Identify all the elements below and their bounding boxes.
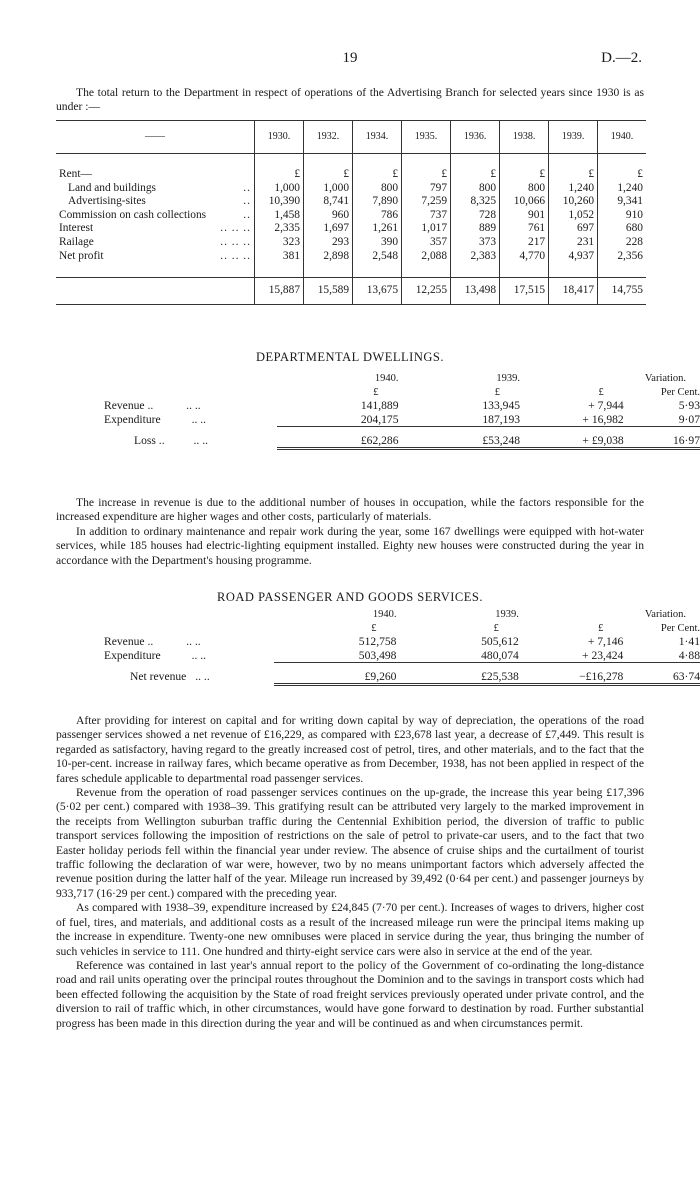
- currency-cell: £: [598, 168, 646, 182]
- row-label: [56, 182, 255, 196]
- value-cell: 4,770: [500, 250, 549, 264]
- table-row: [56, 250, 646, 264]
- dwellings-paragraph: The increase in revenue is due to the additional number of houses in occupation, while the factors responsible for the increased expenditure are higher wages and other costs, particularly of materials.: [56, 496, 644, 524]
- row-dots: .. .. ..: [220, 235, 251, 248]
- value-cell: 786: [353, 209, 402, 223]
- value-1940: £62,286: [277, 434, 399, 449]
- value-percent: 4·88: [678, 648, 700, 662]
- row-label-text: Railage: [59, 235, 94, 248]
- pound-sign: £: [493, 622, 499, 634]
- table-row: [104, 635, 700, 649]
- pound-sign: £: [598, 622, 604, 634]
- value-cell: 373: [451, 236, 500, 250]
- row-label: Expenditure: [104, 648, 161, 662]
- value-cell: 231: [549, 236, 598, 250]
- total-cell: 14,755: [598, 278, 646, 305]
- table-row: [104, 399, 700, 413]
- value-1939: 480,074: [481, 648, 519, 662]
- value-cell: 8,741: [304, 195, 353, 209]
- col-1940: 1940.: [372, 609, 397, 620]
- row-label: Revenue ..: [104, 399, 154, 412]
- row-label-text: Commission on cash collections: [59, 208, 207, 221]
- row-dots: .. ..: [191, 648, 207, 662]
- year-header: 1932.: [304, 121, 353, 154]
- row-dots: ..: [243, 181, 251, 194]
- road-services-table: [104, 608, 700, 686]
- value-1940: 204,175: [360, 412, 399, 426]
- value-1940: 503,498: [358, 648, 397, 662]
- pound-sign: £: [598, 386, 604, 398]
- currency-cell: £: [451, 168, 500, 182]
- row-label: Net revenue: [130, 670, 187, 684]
- value-cell: 2,898: [304, 250, 353, 264]
- row-dots: .. ..: [186, 399, 201, 412]
- value-cell: 2,335: [255, 222, 304, 236]
- currency-cell: £: [549, 168, 598, 182]
- value-variation: + 7,146: [587, 635, 624, 648]
- advertising-returns-table: [56, 120, 646, 305]
- value-1939: £53,248: [399, 434, 521, 449]
- table-row: [104, 649, 700, 663]
- value-cell: 697: [549, 222, 598, 236]
- value-cell: 1,052: [549, 209, 598, 223]
- rent-label: Rent—: [59, 168, 92, 180]
- value-cell: 737: [402, 209, 451, 223]
- value-cell: 390: [353, 236, 402, 250]
- road-paragraph: Revenue from the operation of road passenger services continues on the up-grade, the increase this year being £17,396 (5·02 per cent.) compared with 1938–39. This gratifying result can be attributed very largely to the marked improvement in the receipts from Wellington suburban traffic during the Centennial Exhibition period, the diversion of traffic to public transport services following the imposition of restrictions on the sale of petrol to private-car users, and to the fact that two Easter holiday periods fell within the financial year under review. The absence of cruise ships and the curtailment of tourist traffic following the declaration of war were, however, two by no means unimportant factors which adversely affected the revenue position during the latter half of the year. Mileage run increased by 39,492 (0·64 per cent.) and passenger journeys by 933,717 (16·29 per cent.) compared with the preceding year.: [56, 786, 644, 900]
- table-row: [104, 434, 700, 449]
- row-label: Expenditure: [104, 412, 161, 426]
- row-dots: .. ..: [186, 635, 201, 648]
- value-cell: 10,390: [255, 195, 304, 209]
- value-cell: 1,017: [402, 222, 451, 236]
- value-cell: 4,937: [549, 250, 598, 264]
- year-header: 1940.: [598, 121, 646, 154]
- currency-cell: £: [402, 168, 451, 182]
- road-paragraph: After providing for interest on capital and for writing down capital by way of depreciation, the operations of the road passenger services showed a net revenue of £16,229, as compared with £23,678 last year, a decrease of £7,449. This result is regarded as satisfactory, having regard to the greatly increased cost of petrol, tires, and other materials, and to the fact that the 10-per-cent. increase in railway fares, which became operative as from December, 1938, has not been applied in respect of the fares schedule applicable to departmental road passenger services.: [56, 714, 644, 785]
- row-label-text: Net profit: [59, 249, 104, 262]
- value-percent: 5·93: [678, 399, 700, 412]
- table-row: [56, 195, 646, 209]
- value-cell: 293: [304, 236, 353, 250]
- value-cell: 217: [500, 236, 549, 250]
- dwellings-table: [104, 372, 700, 450]
- value-cell: 2,383: [451, 250, 500, 264]
- value-cell: 9,341: [598, 195, 646, 209]
- value-cell: 2,548: [353, 250, 402, 264]
- value-percent: 1·41: [678, 635, 700, 648]
- intro-paragraph: The total return to the Department in respect of operations of the Advertising Branch for selected years since 1930 is as under :—: [56, 86, 644, 114]
- col-variation: Variation.: [644, 373, 686, 384]
- col-variation: Variation.: [644, 609, 686, 620]
- value-cell: 910: [598, 209, 646, 223]
- value-cell: 889: [451, 222, 500, 236]
- row-label-text: Land and buildings: [68, 181, 156, 194]
- row-dots: .. ..: [191, 412, 207, 426]
- total-cell: 18,417: [549, 278, 598, 305]
- table-row: [56, 236, 646, 250]
- value-cell: 1,000: [304, 182, 353, 196]
- dwellings-title: DEPARTMENTAL DWELLINGS.: [256, 350, 444, 364]
- value-cell: 728: [451, 209, 500, 223]
- year-header: 1939.: [549, 121, 598, 154]
- value-cell: 800: [451, 182, 500, 196]
- page-number: 19: [342, 50, 358, 66]
- value-cell: 10,066: [500, 195, 549, 209]
- table-row: [56, 182, 646, 196]
- value-cell: 1,697: [304, 222, 353, 236]
- row-dots: ..: [243, 208, 251, 221]
- currency-cell: £: [255, 168, 304, 182]
- road-paragraph: Reference was contained in last year's annual report to the policy of the Government of co-ordinating the long-distance road and rail units operating over the principal routes throughout the Dominion and to the savings in transport costs which had been effected following the acquisition by the State of road freight services previously operated under private control, and the diversion to rail of traffic which, in other circumstances, would have gone forward to destination by road. Further substantial progress has been made in this direction during the year and will be continued as and when circumstances permit.: [56, 958, 644, 1030]
- table-row: [56, 168, 646, 182]
- value-cell: 1,240: [598, 182, 646, 196]
- value-percent: 63·74: [623, 670, 700, 685]
- value-1939: 505,612: [481, 635, 519, 648]
- value-variation: + 7,944: [588, 399, 624, 412]
- year-header: 1930.: [255, 121, 304, 154]
- value-cell: 7,259: [402, 195, 451, 209]
- value-cell: 800: [500, 182, 549, 196]
- row-dots: ..: [243, 195, 251, 208]
- total-cell: 15,589: [304, 278, 353, 305]
- row-label: Revenue ..: [104, 635, 154, 648]
- header-label: ——: [56, 121, 255, 154]
- table-row: [56, 209, 646, 223]
- pound-sign: £: [494, 386, 501, 398]
- table-header-row: [56, 121, 646, 154]
- value-cell: 960: [304, 209, 353, 223]
- total-cell: 12,255: [402, 278, 451, 305]
- totals-row: [56, 278, 646, 305]
- row-label: [56, 236, 255, 250]
- value-cell: 1,000: [255, 182, 304, 196]
- col-1940: 1940.: [374, 373, 399, 384]
- pound-sign: £: [373, 386, 379, 398]
- value-cell: 901: [500, 209, 549, 223]
- currency-cell: £: [353, 168, 402, 182]
- value-variation: + 16,982: [582, 412, 624, 426]
- value-cell: 1,261: [353, 222, 402, 236]
- value-cell: 797: [402, 182, 451, 196]
- value-cell: 800: [353, 182, 402, 196]
- total-cell: 17,515: [500, 278, 549, 305]
- row-label: [56, 222, 255, 236]
- value-cell: 8,325: [451, 195, 500, 209]
- year-header: 1934.: [353, 121, 402, 154]
- value-cell: 680: [598, 222, 646, 236]
- row-label: [56, 250, 255, 264]
- value-1940: £9,260: [274, 670, 396, 685]
- dwellings-paragraph: In addition to ordinary maintenance and repair work during the year, some 167 dwellings were equipped with hot-water services, while 185 houses had electric-lighting equipment installed. Eighty new houses were constructed during the year in accordance with the Department's housing programme.: [56, 524, 644, 567]
- total-cell: 13,498: [451, 278, 500, 305]
- value-cell: 7,890: [353, 195, 402, 209]
- row-label: Loss ..: [134, 434, 165, 448]
- row-label: [56, 209, 255, 223]
- year-header: 1938.: [500, 121, 549, 154]
- table-row: [56, 222, 646, 236]
- value-cell: 381: [255, 250, 304, 264]
- value-1939: 133,945: [482, 399, 521, 412]
- value-percent: 16·97: [624, 434, 700, 449]
- pound-sign: £: [371, 622, 377, 634]
- value-variation: + £9,038: [520, 434, 624, 449]
- value-cell: 1,240: [549, 182, 598, 196]
- value-cell: 323: [255, 236, 304, 250]
- value-cell: 10,260: [549, 195, 598, 209]
- row-label: [56, 195, 255, 209]
- value-1940: 512,758: [358, 635, 397, 648]
- currency-cell: £: [500, 168, 549, 182]
- row-dots: .. ..: [193, 434, 209, 448]
- road-paragraph: As compared with 1938–39, expenditure increased by £24,845 (7·70 per cent.). Increases of wages to drivers, higher cost of fuel, tires, and materials, and additional costs as a result of the increased mileage run were the principal items making up the increase in expenditure. Twenty-one new omnibuses were placed in service during the year, thus bringing the number of such vehicles in service to 111. One hundred and thirty-eight service cars were also in service at the end of the year.: [56, 901, 644, 958]
- value-cell: 357: [402, 236, 451, 250]
- row-label-text: Advertising-sites: [68, 195, 146, 208]
- value-1939: 187,193: [482, 412, 521, 426]
- row-dots: .. .. ..: [220, 222, 251, 235]
- value-cell: 1,458: [255, 209, 304, 223]
- row-dots: .. .. ..: [220, 249, 251, 262]
- col-1939: 1939.: [495, 609, 519, 620]
- road-services-title: ROAD PASSENGER AND GOODS SERVICES.: [217, 590, 483, 604]
- table-row: [104, 670, 700, 685]
- value-cell: 2,088: [402, 250, 451, 264]
- page-header: [0, 50, 700, 72]
- year-header: 1935.: [402, 121, 451, 154]
- col-1939: 1939.: [496, 373, 521, 384]
- year-header: 1936.: [451, 121, 500, 154]
- value-cell: 2,356: [598, 250, 646, 264]
- value-1940: 141,889: [360, 399, 399, 412]
- value-cell: 761: [500, 222, 549, 236]
- document-reference: D.—2.: [601, 50, 642, 66]
- value-percent: 9·07: [678, 412, 700, 426]
- total-cell: 15,887: [255, 278, 304, 305]
- value-cell: 228: [598, 236, 646, 250]
- per-cent-header: Per Cent.: [660, 386, 700, 398]
- value-variation: −£16,278: [519, 670, 624, 685]
- value-1939: £25,538: [396, 670, 518, 685]
- value-variation: + 23,424: [582, 648, 624, 662]
- currency-cell: £: [304, 168, 353, 182]
- total-cell: 13,675: [353, 278, 402, 305]
- row-dots: .. ..: [195, 670, 210, 684]
- row-label-text: Interest: [59, 222, 94, 235]
- per-cent-header: Per Cent.: [660, 622, 700, 634]
- table-row: [104, 413, 700, 427]
